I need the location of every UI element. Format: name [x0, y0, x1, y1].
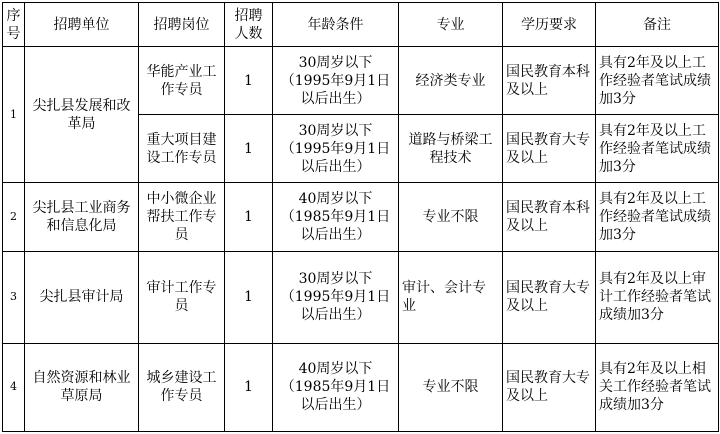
unit-cell: 尖扎县工业商务和信息化局	[25, 183, 139, 251]
header-edu: 学历要求	[503, 3, 596, 47]
num-cell: 1	[225, 183, 273, 251]
num-cell: 1	[225, 47, 273, 115]
row-no: 4	[3, 343, 25, 431]
row-no: 1	[3, 47, 25, 183]
major-cell: 经济类专业	[399, 47, 503, 115]
unit-cell: 尖扎县审计局	[25, 251, 139, 343]
age-cell: 30周岁以下（1995年9月1日以后出生）	[273, 251, 399, 343]
age-cell: 30周岁以下（1995年9月1日以后出生）	[273, 47, 399, 115]
row-no: 2	[3, 183, 25, 251]
edu-cell: 国民教育大专及以上	[503, 115, 596, 183]
age-cell: 40周岁以下（1985年9月1日以后出生）	[273, 343, 399, 431]
unit-cell: 自然资源和林业草原局	[25, 343, 139, 431]
post-cell: 重大项目建设工作专员	[139, 115, 225, 183]
post-cell: 华能产业工作专员	[139, 47, 225, 115]
note-cell: 具有2年及以上工作经验者笔试成绩加3分	[596, 115, 719, 183]
note-cell: 具有2年及以上工作经验者笔试成绩加3分	[596, 47, 719, 115]
header-major: 专业	[399, 3, 503, 47]
header-note: 备注	[596, 3, 719, 47]
major-cell: 审计、会计专业	[399, 251, 503, 343]
header-unit: 招聘单位	[25, 3, 139, 47]
table-row	[3, 183, 719, 251]
edu-cell: 国民教育本科及以上	[503, 183, 596, 251]
num-cell: 1	[225, 343, 273, 431]
table-row	[3, 343, 719, 431]
unit-cell: 尖扎县发展和改革局	[25, 47, 139, 183]
major-cell: 道路与桥梁工程技术	[399, 115, 503, 183]
post-cell: 城乡建设工作专员	[139, 343, 225, 431]
recruitment-table	[2, 2, 719, 432]
post-cell: 中小微企业帮扶工作专员	[139, 183, 225, 251]
table-row	[3, 47, 719, 115]
table-row	[3, 251, 719, 343]
num-cell: 1	[225, 115, 273, 183]
row-no: 3	[3, 251, 25, 343]
age-cell: 40周岁以下（1985年9月1日以后出生）	[273, 183, 399, 251]
note-cell: 具有2年及以上工作经验者笔试成绩加3分	[596, 183, 719, 251]
age-cell: 30周岁以下（1995年9月1日以后出生）	[273, 115, 399, 183]
post-cell: 审计工作专员	[139, 251, 225, 343]
note-cell: 具有2年及以上审计工作经验者笔试成绩加3分	[596, 251, 719, 343]
major-cell: 专业不限	[399, 343, 503, 431]
header-num: 招聘人数	[225, 3, 273, 47]
edu-cell: 国民教育大专及以上	[503, 251, 596, 343]
header-no: 序号	[3, 3, 25, 47]
edu-cell: 国民教育本科及以上	[503, 47, 596, 115]
major-cell: 专业不限	[399, 183, 503, 251]
edu-cell: 国民教育大专及以上	[503, 343, 596, 431]
note-cell: 具有2年及以上相关工作经验者笔试成绩加3分	[596, 343, 719, 431]
header-post: 招聘岗位	[139, 3, 225, 47]
header-age: 年龄条件	[273, 3, 399, 47]
header-row	[3, 3, 719, 47]
num-cell: 1	[225, 251, 273, 343]
